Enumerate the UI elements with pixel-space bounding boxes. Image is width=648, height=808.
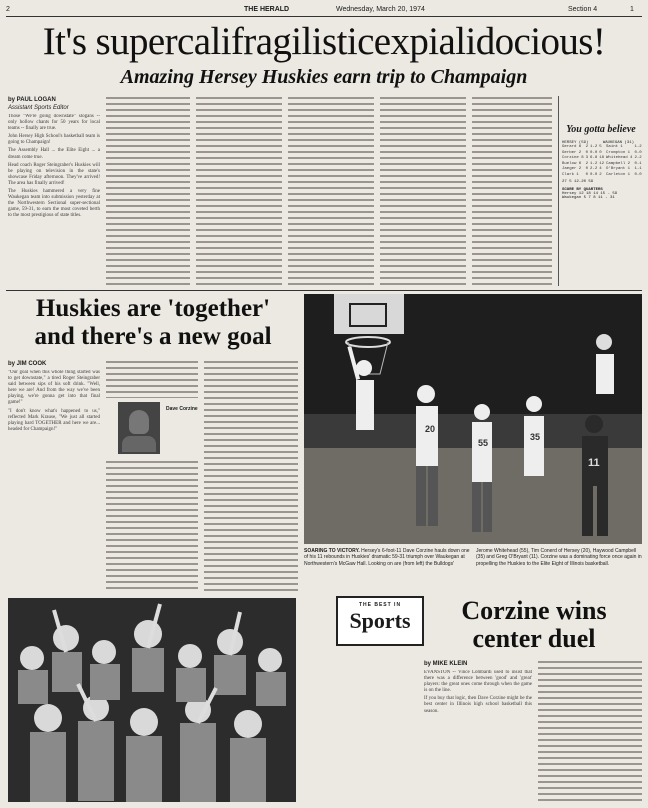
box-score-cell: Saint 1 — [606, 145, 623, 149]
box-score-cell: 2 — [599, 172, 602, 177]
box-score-cell: 0-1 — [634, 161, 642, 166]
main-story-col3 — [196, 96, 282, 286]
jersey-number: 11 — [588, 457, 600, 469]
sidebar-title: You gotta believe — [566, 124, 636, 135]
box-score-cell: Gerard 6 — [562, 145, 582, 149]
second-story-col2 — [106, 360, 198, 592]
box-score-cell: O'Bryant 1 — [606, 167, 631, 171]
second-story-text: "Our goal when this whole thing started was to get downstate," a tired Roger Steingraber said between sips of his soft drink. "Well, here we are! And from the way we've been playing, we're gonna get into that final game!" "I don't know what's happened to us," reflected Mark Krause, "We just all started playing hard TOGETHER and here we are... headed for Champaign!" — [8, 370, 100, 432]
second-byline: by JIM COOK — [8, 361, 47, 367]
crowd-scene — [8, 598, 296, 802]
main-byline-title: Assistant Sports Editor — [8, 105, 69, 111]
corzine-story-col2 — [538, 660, 642, 802]
box-score-cell: Crompton 1 — [606, 150, 631, 155]
box-score-cell: 2 — [585, 145, 589, 149]
box-score-cell: 2-2 — [634, 156, 642, 160]
box-score-cell: Jaeger 2 — [562, 167, 582, 171]
quarters-hersey: Hersey 12 18 14 15 - 59 — [562, 192, 618, 196]
issue-date: Wednesday, March 20, 1974 — [336, 6, 425, 13]
photo-caption-right: Jerome Whitehead (55), Tim Conerd of Hersey (20), Haywood Campbell (35) and Greg O'Bryant (11). Corzine was a dominating force once again in propelling the Huskies to the Elite Eight of Illinois basketball. — [476, 548, 642, 567]
box-score-cell: Campbell 2 — [606, 161, 631, 166]
box-score-cell: Carleton 1 — [606, 172, 631, 177]
box-score-cell: 0-0 — [634, 150, 642, 155]
section-label: Section 4 — [568, 6, 598, 13]
box-score-row — [561, 173, 643, 179]
box-score-cell: 18 — [599, 156, 605, 160]
box-score-row — [561, 156, 643, 162]
rebound-photo — [304, 294, 642, 544]
box-totals: 27 5 12-20 59 — [562, 180, 594, 184]
main-byline: by PAUL LOGAN — [8, 97, 56, 103]
box-score-sidebar — [558, 96, 643, 286]
box-score-cell: 2 — [585, 161, 589, 166]
main-headline: It's supercalifragilisticexpialidocious! — [42, 20, 606, 63]
box-score-cell: 6-8 — [590, 156, 598, 160]
box-score-cell: 1-2 — [590, 145, 598, 149]
box-score-cell: Corzine 8 — [562, 156, 584, 160]
sidebar-left-team: HERSEY (59) — [562, 141, 589, 145]
corzine-headline-line1: Corzine wins — [461, 596, 607, 625]
mugshot-caption: Dave Corzine — [166, 406, 198, 412]
second-story-col3 — [204, 360, 298, 592]
paper-name: THE HERALD — [244, 6, 290, 13]
page-end-number: 1 — [630, 6, 634, 13]
section-divider — [6, 290, 642, 291]
box-score-cell: 5 — [599, 145, 602, 149]
main-subhead: Amazing Hersey Huskies earn trip to Champaign — [120, 66, 528, 88]
main-story-col6 — [472, 96, 552, 286]
jersey-number: 55 — [478, 438, 489, 448]
logo-overline: THE BEST IN — [358, 602, 402, 608]
crowd-photo — [8, 598, 296, 802]
sports-logo — [336, 596, 424, 646]
box-score-cell: 1-1 — [634, 167, 642, 171]
corzine-byline: by MIKE KLEIN — [424, 661, 468, 667]
box-score-cell: Gerber 2 — [562, 150, 582, 155]
box-score-cell: 0 — [585, 167, 589, 171]
jersey-number: 35 — [530, 432, 541, 442]
sidebar-right-team: WAUKEGAN (31) — [602, 141, 635, 145]
box-score-cell: 1-2 — [590, 161, 598, 166]
box-score-cell: 4 — [599, 167, 602, 171]
quarters-waukegan: Waukegan 5 7 8 11 - 31 — [562, 196, 615, 200]
photo-caption-left — [304, 548, 470, 567]
main-story-col1 — [8, 96, 100, 300]
box-score-cell: 0-0 — [634, 172, 642, 177]
photo-caption-lead: SOARING TO VICTORY. — [304, 548, 360, 554]
main-story-col5 — [380, 96, 466, 286]
second-story-col1 — [8, 360, 100, 598]
box-score-cell: 1-2 — [634, 145, 642, 149]
page-number: 2 — [6, 6, 10, 13]
box-score-cell: Buelow 6 — [562, 161, 582, 166]
box-score-cell: 12 — [599, 161, 605, 166]
box-score-cell: 0-0 — [590, 172, 598, 177]
main-story-text: Those "We're going downstate" slogans -- only hollow chants for 50 years for local teams -- finally are true. John Hersey High School's basketball team is going to Champaign! The Assembly Hall ... the Elite Eight ... a dream come true. Head coach Roger Steingraber's Huskies will be playing on television in the state's showcase Friday afternoon. They've arrived! The area has finally arrived! The Huskies hammered a very fine Waukegan team into submission yesterday at the Northwestern Sectional super-sectional game, 59-31, to earn the most coveted berth to the most prestigious of state titles. — [8, 114, 100, 219]
box-score-cell: 0-0 — [590, 150, 598, 155]
corzine-story-col1 — [424, 660, 532, 808]
quarters-label: SCORE BY QUARTERS — [562, 188, 603, 192]
photo-scene — [304, 294, 642, 544]
corzine-mugshot — [118, 402, 160, 454]
second-headline-line1: Huskies are 'together' — [35, 295, 271, 322]
second-headline-line2: and there's a new goal — [34, 323, 272, 350]
box-score-cell: 0 — [585, 150, 589, 155]
main-story-col4 — [288, 96, 374, 286]
photo-caption-text: Hersey's 6-foot-11 Dave Corzine hauls down one of his 11 rebounds in Huskies' dramatic 59-31 triumph over Waukegan at Northwestern's McGaw Hall. Looking on are (from left) the Bulldogs' — [304, 548, 470, 567]
masthead-bar — [6, 4, 642, 17]
box-score-cell: 3 — [585, 156, 589, 160]
box-score-cell: 2-2 — [590, 167, 598, 171]
box-score-table — [561, 145, 643, 178]
box-score-cell: Whitehead 4 — [606, 156, 633, 160]
corzine-headline-line2: center duel — [472, 624, 596, 653]
box-score-cell: 0 — [599, 150, 602, 155]
logo-word: Sports — [349, 608, 411, 633]
box-score-cell: Clark 1 — [562, 172, 579, 177]
box-score-cell: 0 — [585, 172, 589, 177]
main-story-col2 — [106, 96, 190, 286]
corzine-story-text: EVANSTON -- Vince Lombardi used to insist that there was a difference between 'good' and 'great' players: the great ones come through when the game is on the line. If you buy that logic, then Dave Corzine might be the best center in Illinois high school basketball this season. — [424, 670, 532, 714]
jersey-number: 20 — [425, 424, 436, 434]
